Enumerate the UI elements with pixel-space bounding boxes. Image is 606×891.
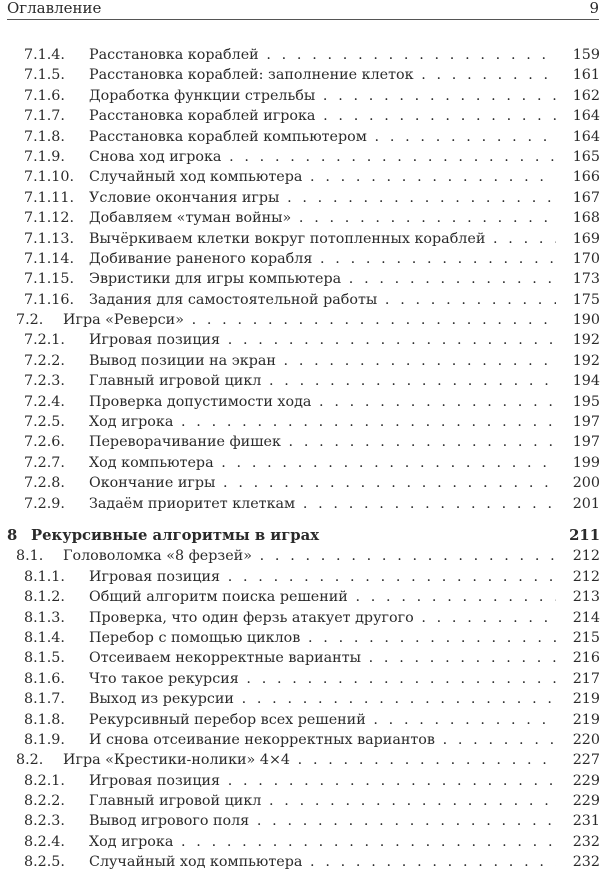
- chapter-title: Рекурсивные алгоритмы в играх: [31, 526, 320, 544]
- entry-number: 8.1.: [16, 548, 44, 565]
- entry-page: 167: [572, 189, 600, 206]
- entry-title: Вычёркиваем клетки вокруг потопленных кораблей . . .: [89, 229, 556, 249]
- entry-page: 212: [572, 568, 600, 585]
- entry-title: Игра «Реверси» . . .: [63, 310, 556, 330]
- entry-number: 7.2.6.: [24, 434, 65, 451]
- entry-title: Окончание игры . . .: [89, 473, 556, 493]
- entry-number: 8.2.5.: [24, 854, 65, 871]
- entry-number: 7.2.3.: [24, 373, 65, 390]
- entry-title: Ход игрока . . .: [89, 832, 556, 852]
- entry-number: 8.1.4.: [24, 629, 65, 646]
- entry-page: 219: [572, 691, 600, 708]
- toc-entry[interactable]: [0, 392, 606, 412]
- entry-title: Перебор с помощью циклов . . .: [89, 628, 556, 648]
- entry-page: 169: [572, 230, 600, 247]
- table-of-contents: [0, 45, 606, 873]
- entry-page: 194: [572, 373, 600, 390]
- entry-page: 227: [572, 752, 600, 769]
- entry-title: Задаём приоритет клеткам . . .: [89, 494, 556, 514]
- toc-entry[interactable]: [0, 453, 606, 473]
- entry-title: Задания для самостоятельной работы . . .: [89, 290, 556, 310]
- entry-page: 173: [572, 271, 600, 288]
- entry-page: 231: [572, 813, 600, 830]
- entry-title: Случайный ход компьютера . . .: [89, 167, 556, 187]
- toc-section-8: [0, 546, 606, 872]
- entry-number: 8.1.8.: [24, 711, 65, 728]
- entry-number: 8.1.7.: [24, 691, 65, 708]
- entry-page: 197: [572, 414, 600, 431]
- entry-number: 7.1.15.: [24, 271, 75, 288]
- entry-number: 8.1.2.: [24, 589, 65, 606]
- entry-number: 7.2.7.: [24, 454, 65, 471]
- toc-entry[interactable]: [0, 852, 606, 872]
- entry-title: Выход из рекурсии . . .: [89, 689, 556, 709]
- entry-title: Условие окончания игры . . .: [89, 188, 556, 208]
- entry-number: 8.2.4.: [24, 833, 65, 850]
- entry-number: 7.1.16.: [24, 291, 75, 308]
- toc-entry[interactable]: [0, 269, 606, 289]
- toc-entry[interactable]: [0, 147, 606, 167]
- entry-page: 213: [572, 589, 600, 606]
- toc-entry[interactable]: [0, 330, 606, 350]
- toc-entry[interactable]: [0, 249, 606, 269]
- toc-entry[interactable]: [0, 127, 606, 147]
- entry-page: 165: [572, 148, 600, 165]
- toc-entry[interactable]: [0, 608, 606, 628]
- toc-entry[interactable]: [0, 412, 606, 432]
- entry-number: 7.2.9.: [24, 495, 65, 512]
- entry-title: Расстановка кораблей компьютером . . .: [89, 127, 556, 147]
- entry-number: 7.2.5.: [24, 414, 65, 431]
- entry-page: 162: [572, 87, 600, 104]
- toc-entry[interactable]: [0, 791, 606, 811]
- entry-title: И снова отсеивание некорректных вариантов . . .: [89, 730, 556, 750]
- entry-page: 192: [572, 332, 600, 349]
- entry-number: 7.2.4.: [24, 393, 65, 410]
- entry-number: 7.1.10.: [24, 169, 75, 186]
- entry-number: 7.1.13.: [24, 230, 75, 247]
- running-header: [7, 0, 599, 20]
- entry-title: Проверка допустимости хода . . .: [89, 392, 556, 412]
- entry-page: 164: [572, 128, 600, 145]
- chapter-number: 8: [7, 526, 18, 544]
- toc-entry[interactable]: [0, 473, 606, 493]
- entry-number: 7.1.5.: [24, 67, 65, 84]
- entry-number: 8.2.3.: [24, 813, 65, 830]
- entry-page: 161: [572, 67, 600, 84]
- entry-number: 7.1.4.: [24, 47, 65, 63]
- toc-entry[interactable]: [0, 494, 606, 514]
- entry-number: 7.1.11.: [24, 189, 75, 206]
- entry-page: 199: [572, 454, 600, 471]
- entry-number: 8.2.1.: [24, 772, 65, 789]
- entry-page: 214: [572, 609, 600, 626]
- entry-title: Ход компьютера . . .: [89, 453, 556, 473]
- entry-title: Расстановка кораблей: заполнение клеток . . .: [89, 65, 556, 85]
- entry-page: 217: [572, 670, 600, 687]
- entry-title: Доработка функции стрельбы . . .: [89, 86, 556, 106]
- entry-page: 216: [572, 650, 600, 667]
- entry-title: Головоломка «8 ферзей» . . .: [63, 546, 556, 566]
- entry-title: Расстановка кораблей игрока . . .: [89, 106, 556, 126]
- entry-number: 7.2.: [16, 312, 44, 329]
- entry-number: 7.1.7.: [24, 108, 65, 125]
- entry-page: 232: [572, 854, 600, 871]
- entry-title: Переворачивание фишек . . .: [89, 432, 556, 452]
- toc-section-7: [0, 45, 606, 514]
- entry-title: Вывод позиции на экран . . .: [89, 351, 556, 371]
- chapter-page: 211: [569, 526, 600, 544]
- entry-title: Добавляем «туман войны» . . .: [89, 208, 556, 228]
- entry-number: 8.1.3.: [24, 609, 65, 626]
- entry-title: Проверка, что один ферзь атакует другого . . .: [89, 608, 556, 628]
- toc-entry[interactable]: [0, 648, 606, 668]
- toc-entry[interactable]: [0, 628, 606, 648]
- entry-title: Эвристики для игры компьютера . . .: [89, 269, 556, 289]
- toc-entry[interactable]: [0, 371, 606, 391]
- toc-entry[interactable]: [0, 290, 606, 310]
- header-title: Оглавление: [7, 0, 102, 17]
- toc-entry[interactable]: [0, 45, 606, 65]
- entry-page: 197: [572, 434, 600, 451]
- toc-entry[interactable]: [0, 65, 606, 85]
- entry-number: 7.2.2.: [24, 352, 65, 369]
- toc-entry[interactable]: [0, 86, 606, 106]
- entry-page: 190: [572, 312, 600, 329]
- entry-number: 8.1.1.: [24, 568, 65, 585]
- entry-page: 232: [572, 833, 600, 850]
- toc-entry[interactable]: [0, 567, 606, 587]
- entry-page: 201: [572, 495, 600, 512]
- entry-page: 200: [572, 475, 600, 492]
- toc-entry[interactable]: [0, 771, 606, 791]
- entry-page: 219: [572, 711, 600, 728]
- entry-title: Общий алгоритм поиска решений . . .: [89, 587, 556, 607]
- entry-number: 7.2.1.: [24, 332, 65, 349]
- entry-title: Главный игровой цикл . . .: [89, 791, 556, 811]
- toc-entry[interactable]: [0, 310, 606, 330]
- entry-title: Что такое рекурсия . . .: [89, 669, 556, 689]
- entry-title: Ход игрока . . .: [89, 412, 556, 432]
- page-number: 9: [589, 0, 599, 17]
- entry-page: 229: [572, 793, 600, 810]
- toc-entry[interactable]: [0, 689, 606, 709]
- entry-number: 8.1.5.: [24, 650, 65, 667]
- entry-number: 7.1.9.: [24, 148, 65, 165]
- entry-page: 175: [572, 291, 600, 308]
- toc-entry[interactable]: [0, 229, 606, 249]
- entry-title: Расстановка кораблей . . .: [89, 45, 556, 65]
- toc-entry[interactable]: [0, 208, 606, 228]
- entry-page: 212: [572, 548, 600, 565]
- toc-entry[interactable]: [0, 351, 606, 371]
- toc-entry[interactable]: [0, 832, 606, 852]
- entry-page: 168: [572, 210, 600, 227]
- entry-page: 166: [572, 169, 600, 186]
- toc-entry[interactable]: [0, 432, 606, 452]
- entry-page: 192: [572, 352, 600, 369]
- entry-title: Случайный ход компьютера . . .: [89, 852, 556, 872]
- entry-number: 7.1.8.: [24, 128, 65, 145]
- entry-page: 215: [572, 629, 600, 646]
- entry-number: 8.1.6.: [24, 670, 65, 687]
- toc-entry[interactable]: [0, 730, 606, 750]
- entry-page: 164: [572, 108, 600, 125]
- entry-page: 159: [572, 47, 600, 63]
- toc-entry[interactable]: [0, 811, 606, 831]
- toc-entry[interactable]: [0, 546, 606, 566]
- toc-entry[interactable]: [0, 188, 606, 208]
- entry-number: 8.2.: [16, 752, 44, 769]
- entry-number: 8.1.9.: [24, 731, 65, 748]
- entry-title: Игра «Крестики-нолики» 4×4 . . .: [63, 750, 556, 770]
- entry-number: 7.1.6.: [24, 87, 65, 104]
- entry-number: 7.1.14.: [24, 250, 75, 267]
- entry-title: Игровая позиция . . .: [89, 771, 556, 791]
- toc-entry[interactable]: [0, 587, 606, 607]
- toc-entry[interactable]: [0, 750, 606, 770]
- entry-number: 7.1.12.: [24, 210, 75, 227]
- entry-page: 195: [572, 393, 600, 410]
- entry-title: Главный игровой цикл . . .: [89, 371, 556, 391]
- toc-entry[interactable]: [0, 106, 606, 126]
- entry-number: 7.2.8.: [24, 475, 65, 492]
- toc-entry[interactable]: [0, 710, 606, 730]
- entry-title: Добивание раненого корабля . . .: [89, 249, 556, 269]
- entry-title: Игровая позиция . . .: [89, 567, 556, 587]
- toc-entry[interactable]: [0, 669, 606, 689]
- entry-title: Вывод игрового поля . . .: [89, 811, 556, 831]
- entry-number: 8.2.2.: [24, 793, 65, 810]
- entry-page: 229: [572, 772, 600, 789]
- toc-chapter-8[interactable]: [0, 526, 606, 546]
- entry-title: Снова ход игрока . . .: [89, 147, 556, 167]
- entry-page: 220: [572, 731, 600, 748]
- toc-entry[interactable]: [0, 167, 606, 187]
- entry-title: Отсеиваем некорректные варианты . . .: [89, 648, 556, 668]
- entry-page: 170: [572, 250, 600, 267]
- entry-title: Игровая позиция . . .: [89, 330, 556, 350]
- entry-title: Рекурсивный перебор всех решений . . .: [89, 710, 556, 730]
